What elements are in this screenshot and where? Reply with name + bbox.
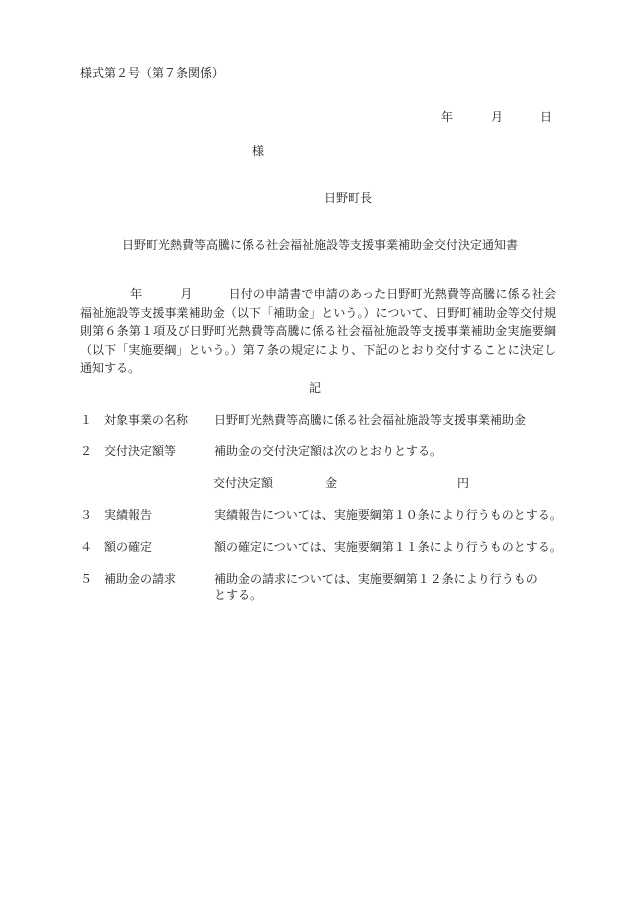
item-label: 交付決定額等 xyxy=(104,444,177,458)
list-item xyxy=(80,443,560,459)
item-content: 補助金の交付決定額は次のとおりとする。 xyxy=(214,444,443,458)
amount-label: 交付決定額 xyxy=(213,476,274,490)
list-item xyxy=(80,571,560,605)
item-content: 日野町光熱費等高騰に係る社会福祉施設等支援事業補助金 xyxy=(214,413,527,427)
issuer-name: 日野町長 xyxy=(324,191,373,205)
body-year: 年 xyxy=(130,287,143,301)
item-number: ４ xyxy=(80,540,93,554)
date-month: 月 xyxy=(491,110,504,124)
item-content: 実績報告については、実施要綱第１０条により行うものとする。 xyxy=(214,508,562,522)
item-number: ３ xyxy=(80,508,93,522)
item-number: １ xyxy=(80,413,93,427)
date-line xyxy=(0,109,630,125)
item-label: 額の確定 xyxy=(104,540,153,554)
body-text: 日付の申請書で申請のあった日野町光熱費等高騰に係る社会福祉施設等支援事業補助金（以下「補助金」という。）について、日野町補助金等交付規則第６条第１項及び日野町光熱費等高騰に係る社会福祉施設等支援事業補助金実施要綱（以下「実施要綱」という。）第７条の規定により、下記のとおり交付することに決定し通知する。 xyxy=(80,287,556,375)
item-label: 対象事業の名称 xyxy=(104,413,189,427)
date-year: 年 xyxy=(441,110,454,124)
date-day: 日 xyxy=(540,110,553,124)
amount-prefix: 金 xyxy=(325,476,338,490)
item-label: 補助金の請求 xyxy=(104,572,177,586)
recipient-suffix: 様 xyxy=(252,144,265,158)
item-number: ２ xyxy=(80,444,93,458)
item-content: 補助金の請求については、実施要綱第１２条により行うものとする。 xyxy=(214,572,538,602)
ki-heading: 記 xyxy=(309,381,322,395)
body-month: 月 xyxy=(180,287,193,301)
amount-row xyxy=(213,474,503,490)
item-content: 額の確定については、実施要綱第１１条により行うものとする。 xyxy=(214,540,562,554)
list-item xyxy=(80,507,560,523)
document-title: 日野町光熱費等高騰に係る社会福祉施設等支援事業補助金交付決定通知書 xyxy=(122,238,519,252)
item-number: ５ xyxy=(80,572,93,586)
form-number: 様式第２号（第７条関係） xyxy=(80,66,225,80)
amount-unit: 円 xyxy=(457,476,470,490)
body-paragraph xyxy=(80,285,556,378)
item-label: 実績報告 xyxy=(104,508,153,522)
list-item xyxy=(80,539,560,555)
list-item xyxy=(80,412,560,428)
